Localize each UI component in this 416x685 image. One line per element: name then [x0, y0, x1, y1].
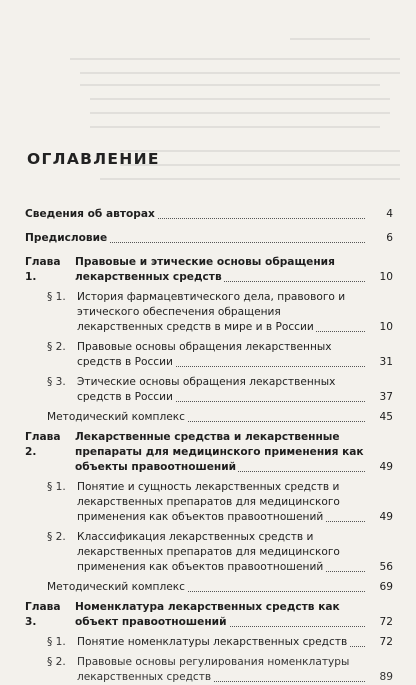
section-number: § 1.: [47, 636, 66, 648]
toc-section-1-3[interactable]: § 3. Этические основы обращения лекарственных средств в России 37: [47, 376, 393, 403]
page-number: 49: [365, 460, 393, 475]
chapter-number: Глава 1.: [25, 256, 61, 283]
chapter-number: Глава 2.: [25, 431, 61, 458]
page-number: 45: [365, 410, 393, 425]
toc-entry-preface[interactable]: Предисловие 6: [25, 232, 393, 244]
section-number: § 2.: [47, 531, 66, 543]
page-number: 89: [365, 670, 393, 685]
toc-section-3-2[interactable]: § 2. Правовые основы регулирования номенклатуры лекарственных средств 89: [47, 656, 393, 683]
toc-method-complex-1[interactable]: Методический комплекс 45: [47, 411, 393, 423]
page-number: 31: [365, 355, 393, 370]
section-number: § 1.: [47, 291, 66, 303]
section-number: § 2.: [47, 341, 66, 353]
section-number: § 1.: [47, 481, 66, 493]
page-number: 10: [365, 320, 393, 335]
toc-section-2-1[interactable]: § 1. Понятие и сущность лекарственных средств и лекарственных препаратов для медицинского применения как объектов правоотношений 49: [47, 481, 393, 523]
page-number: 56: [365, 560, 393, 575]
table-of-contents: [25, 207, 393, 685]
toc-section-2-2[interactable]: § 2. Классификация лекарственных средств и лекарственных препаратов для медицинского применения как объектов правоотношений 56: [47, 531, 393, 573]
toc-section-1-2[interactable]: § 2. Правовые основы обращения лекарственных средств в России 31: [47, 341, 393, 368]
section-number: § 3.: [47, 376, 66, 388]
toc-chapter-2[interactable]: Глава 2. Лекарственные средства и лекарственные препараты для медицинского применения как объекты правоотношений 49: [25, 431, 393, 473]
page-number: 4: [365, 207, 393, 222]
toc-entry-authors[interactable]: Сведения об авторах 4: [25, 208, 393, 220]
toc-section-3-1[interactable]: § 1. Понятие номенклатуры лекарственных средств 72: [47, 636, 393, 648]
toc-section-1-1[interactable]: § 1. История фармацевтического дела, правового и этического обеспечения обращения лекарственных средств в мире и в России 10: [47, 291, 393, 333]
page-number: 6: [365, 231, 393, 246]
page-number: 49: [365, 510, 393, 525]
page-number: 72: [365, 615, 393, 630]
page-number: 69: [365, 580, 393, 595]
page-title: ОГЛАВЛЕНИЕ: [27, 150, 160, 168]
toc-chapter-3[interactable]: Глава 3. Номенклатура лекарственных средств как объект правоотношений 72: [25, 601, 393, 628]
toc-method-complex-2[interactable]: Методический комплекс 69: [47, 581, 393, 593]
page-number: 10: [365, 270, 393, 285]
toc-chapter-1[interactable]: Глава 1. Правовые и этические основы обращения лекарственных средств 10: [25, 256, 393, 283]
page-number: 72: [365, 635, 393, 650]
page-number: 37: [365, 390, 393, 405]
section-number: § 2.: [47, 656, 66, 668]
chapter-number: Глава 3.: [25, 601, 61, 628]
